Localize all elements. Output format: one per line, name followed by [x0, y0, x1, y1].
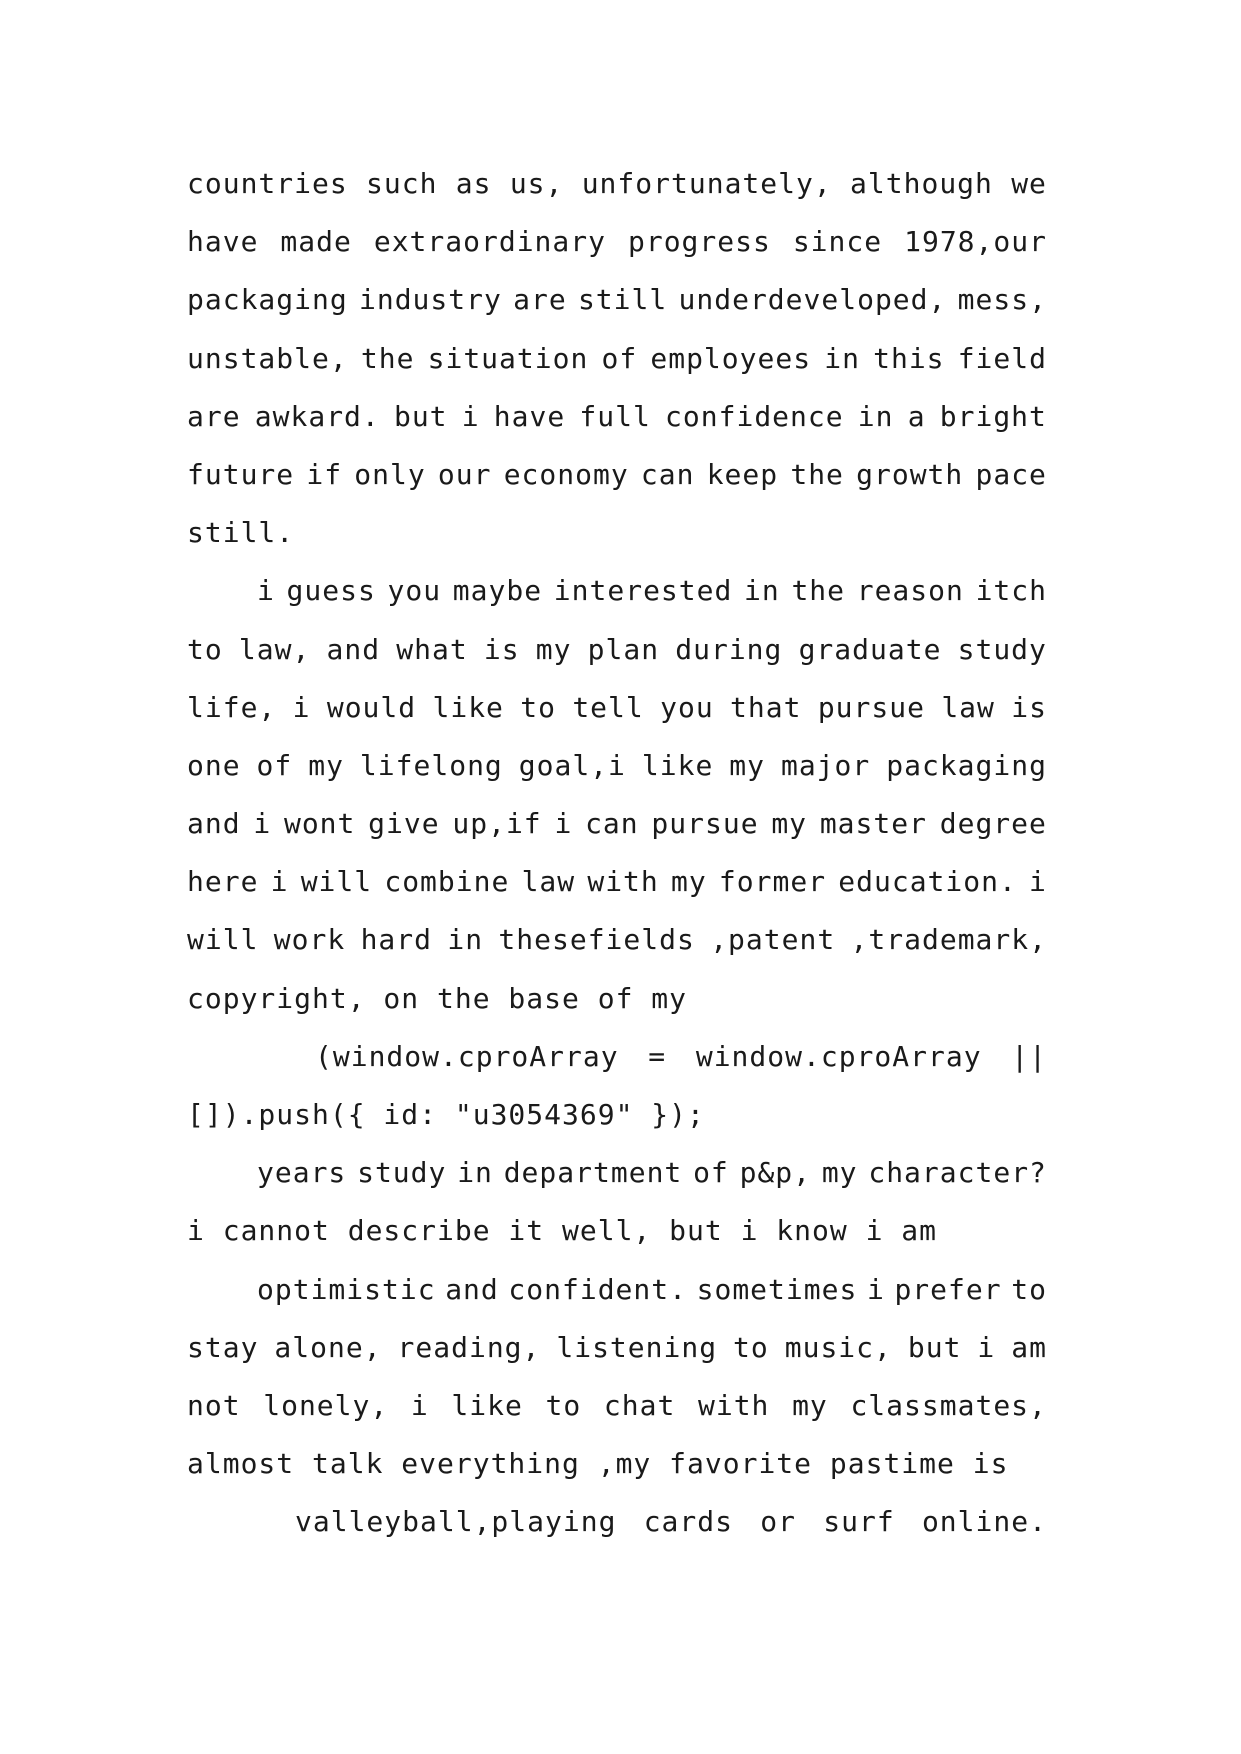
text-line: i cannot describe it well, but i know i am [187, 1214, 938, 1248]
text-line: not lonely, i like to chat with my classmates, [187, 1388, 1047, 1422]
text-line: here i will combine law with my former education. i [187, 865, 1047, 899]
text-line: to law, and what is my plan during graduate study [187, 632, 1047, 666]
text-line: unstable, the situation of employees in this field [187, 341, 1047, 375]
body-text [187, 164, 1047, 1561]
paragraph-first-line: optimistic and confident. sometimes i prefer to [257, 1272, 1047, 1306]
text-line: copyright, on the base of my [187, 981, 688, 1015]
text-line: almost talk everything ,my favorite pastime is [187, 1447, 1009, 1481]
paragraph-first-line: valleyball,playing cards or surf online. [295, 1505, 1047, 1539]
text-line: one of my lifelong goal,i like my major packaging [187, 748, 1047, 782]
text-line: life, i would like to tell you that pursue law is [187, 690, 1047, 724]
paragraph-first-line: i guess you maybe interested in the reason itch [257, 574, 1047, 608]
script-snippet-line: (window.cproArray = window.cproArray || [315, 1039, 1047, 1073]
text-line: have made extraordinary progress since 1978,our [187, 225, 1047, 259]
text-line: are awkard. but i have full confidence in a bright [187, 399, 1047, 433]
paragraph-first-line: years study in department of p&p, my character? [257, 1156, 1047, 1190]
text-line: still. [187, 516, 295, 550]
text-line: countries such as us, unfortunately, although we [187, 167, 1047, 200]
text-line: stay alone, reading, listening to music, but i am [187, 1330, 1047, 1364]
text-line: will work hard in thesefields ,patent ,trademark, [187, 923, 1047, 957]
text-line: and i wont give up,if i can pursue my master degree [187, 807, 1047, 841]
text-line: packaging industry are still underdeveloped, mess, [187, 283, 1047, 317]
script-snippet-line: []).push({ id: "u3054369" }); [187, 1098, 705, 1131]
text-line: future if only our economy can keep the growth pace [187, 457, 1047, 491]
